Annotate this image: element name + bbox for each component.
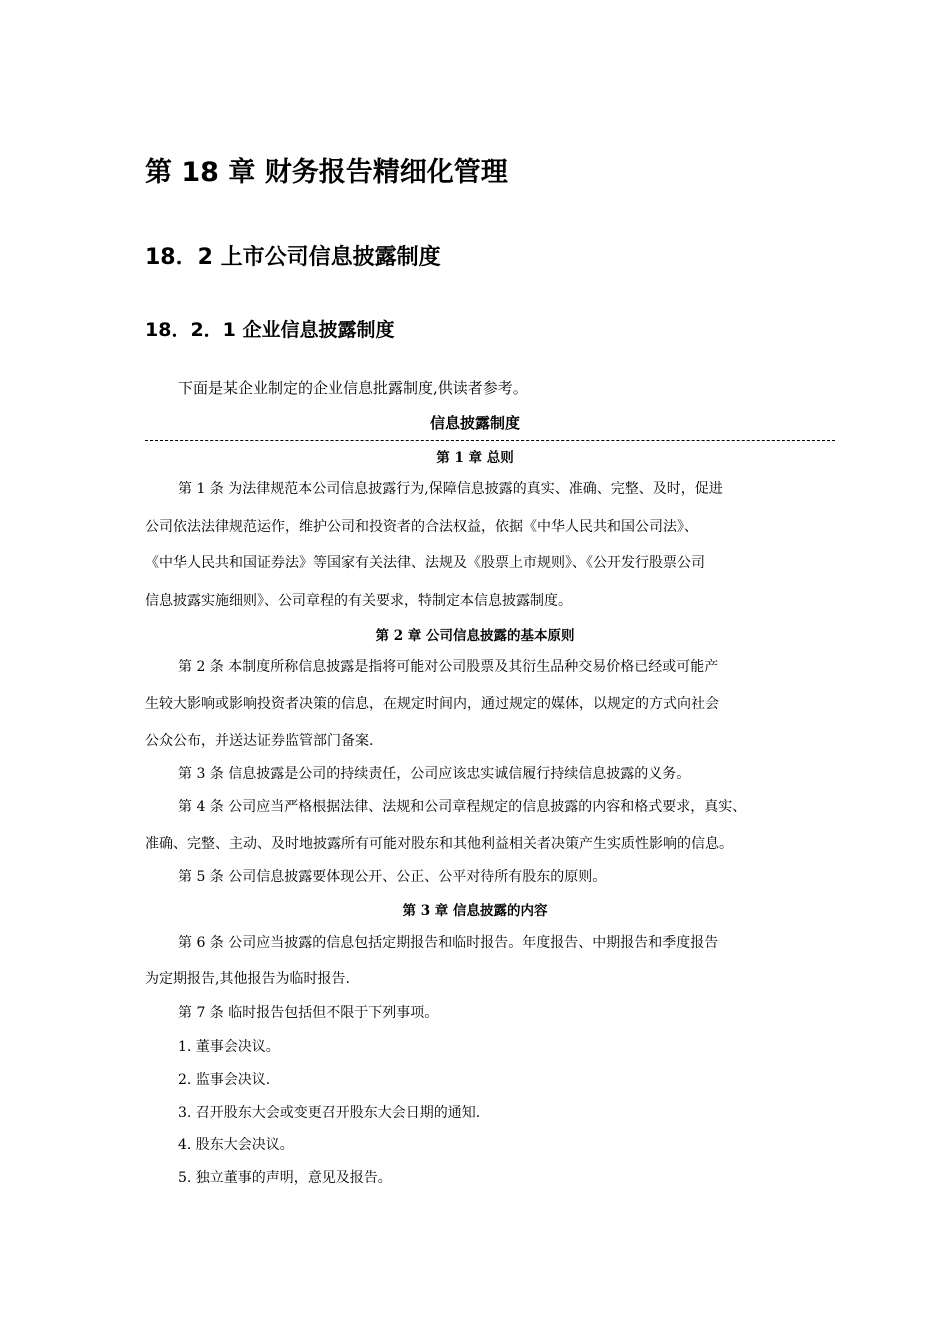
article-1-line-4: 信息披露实施细则》、公司章程的有关要求，特制定本信息披露制度。 — [145, 593, 572, 609]
chapter-3-title: 第 3 章 信息披露的内容 — [402, 903, 548, 919]
chapter-heading: 第 18 章 财务报告精细化管理 — [145, 157, 508, 188]
article-1-line-2: 公司依法法律规范运作，维护公司和投资者的合法权益，依据《中华人民共和国公司法》、 — [145, 519, 698, 535]
article-4-line-1: 第 4 条 公司应当严格根据法律、法规和公司章程规定的信息披露的内容和格式要求，真实、 — [178, 799, 747, 815]
article-3: 第 3 条 信息披露是公司的持续责任，公司应该忠实诚信履行持续信息披露的义务。 — [178, 766, 691, 782]
dashed-divider — [145, 440, 835, 441]
article-6-line-1: 第 6 条 公司应当披露的信息包括定期报告和临时报告。年度报告、中期报告和季度报告 — [178, 935, 719, 951]
list-item: 5. 独立董事的声明，意见及报告。 — [178, 1170, 392, 1186]
list-item: 1. 董事会决议。 — [178, 1039, 280, 1055]
section-heading: 18．2 上市公司信息披露制度 — [145, 245, 441, 270]
article-2-line-3: 公众公布，并送达证券监管部门备案. — [145, 733, 374, 749]
article-4-line-2: 准确、完整、主动、及时地披露所有可能对股东和其他利益相关者决策产生实质性影响的信息。 — [145, 836, 733, 852]
chapter-2-title: 第 2 章 公司信息披露的基本原则 — [375, 628, 575, 644]
article-2-line-1: 第 2 条 本制度所称信息披露是指将可能对公司股票及其衍生品种交易价格已经或可能产 — [178, 659, 719, 675]
article-5: 第 5 条 公司信息披露要体现公开、公正、公平对待所有股东的原则。 — [178, 869, 607, 885]
list-item: 4. 股东大会决议。 — [178, 1137, 294, 1153]
list-item: 3. 召开股东大会或变更召开股东大会日期的通知. — [178, 1105, 481, 1121]
article-1-line-1: 第 1 条 为法律规范本公司信息披露行为,保障信息披露的真实、准确、完整、及时，促进 — [178, 481, 723, 497]
intro-paragraph: 下面是某企业制定的企业信息批露制度,供读者参考。 — [178, 379, 528, 397]
chapter-1-title: 第 1 章 总则 — [436, 450, 514, 466]
article-1-line-3: 《中华人民共和国证券法》等国家有关法律、法规及《股票上市规则》、《公开发行股票公司 — [145, 555, 705, 571]
document-title: 信息披露制度 — [429, 414, 520, 432]
article-7: 第 7 条 临时报告包括但不限于下列事项。 — [178, 1005, 439, 1021]
list-item: 2. 监事会决议. — [178, 1072, 271, 1088]
article-6-line-2: 为定期报告,其他报告为临时报告. — [145, 971, 350, 987]
subsection-heading: 18．2．1 企业信息披露制度 — [145, 319, 395, 341]
article-2-line-2: 生较大影响或影响投资者决策的信息，在规定时间内，通过规定的媒体，以规定的方式向社会 — [145, 696, 719, 712]
